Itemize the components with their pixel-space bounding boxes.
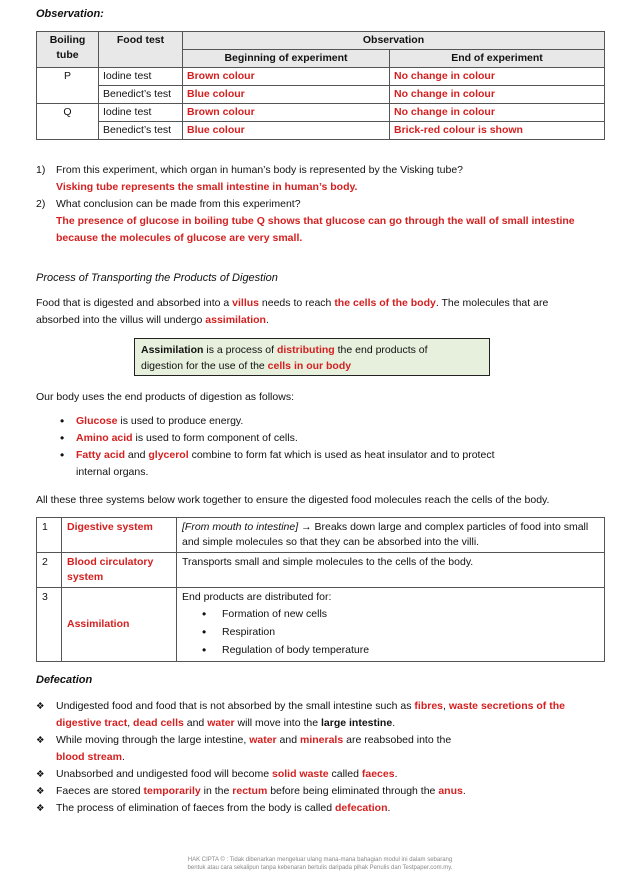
answer-text: because the molecules of glucose are very small. [56, 232, 303, 244]
list-item: • Regulation of body temperature [182, 641, 599, 659]
keyword-assimilation: assimilation [205, 314, 266, 326]
table-row [37, 588, 605, 662]
begin-cell: Blue colour [183, 86, 390, 104]
text: the end products of [334, 344, 428, 356]
assimilation-definition-box [134, 338, 490, 376]
text: in the [200, 785, 233, 797]
keyword: glycerol [148, 449, 189, 461]
footer-line: bentuk atau cara sekalipun tanpa kebenaran bertulis daripada pihak Penulis dan Testpaper.com.my. [187, 865, 453, 871]
text: absorbed into the villus will undergo [36, 314, 206, 326]
transport-heading: Process of Transporting the Products of Digestion [36, 272, 278, 284]
keyword: temporarily [143, 785, 201, 797]
question-1 [36, 162, 596, 196]
keyword: solid waste [271, 768, 329, 780]
begin-cell: Blue colour [183, 122, 390, 140]
keyword: defecation [334, 802, 388, 814]
end-cell: No change in colour [390, 68, 605, 86]
text: . [265, 314, 269, 326]
row-number: 1 [37, 518, 62, 553]
systems-table [36, 517, 605, 662]
text: internal organs. [76, 466, 149, 478]
answer-text: The presence of glucose in boiling tube Q shows that glucose can go through the wall of small intestine [56, 215, 575, 227]
text: . [121, 751, 125, 763]
list-item [56, 413, 526, 430]
begin-cell: Brown colour [183, 68, 390, 86]
end-cell: Brick-red colour is shown [390, 122, 605, 140]
test-cell: Benedict’s test [99, 122, 183, 140]
text: is used to form component of cells. [132, 432, 298, 444]
text: , [127, 717, 134, 729]
text: and [125, 449, 149, 461]
question-2 [36, 196, 596, 247]
header-food-test: Food test [99, 32, 183, 68]
defecation-heading: Defecation [36, 674, 93, 686]
text: . [387, 802, 391, 814]
text: needs to reach [259, 297, 335, 309]
observation-table [36, 31, 605, 140]
keyword: blood stream [56, 751, 122, 763]
keyword: Fatty acid [76, 449, 126, 461]
copyright-footer [150, 856, 490, 872]
text: combine to form fat which is used as heat insulator and to protect [188, 449, 495, 461]
keyword: dead cells [133, 717, 184, 729]
uses-list [56, 413, 526, 481]
keyword-cells: the cells of the body [334, 297, 436, 309]
header-boiling-tube: Boiling tube [37, 32, 99, 68]
keyword: water [249, 734, 277, 746]
text: will move into the [234, 717, 321, 729]
text: End products are distributed for: [182, 591, 332, 603]
text: . [462, 785, 466, 797]
tube-cell: P [37, 68, 99, 104]
table-row [37, 553, 605, 588]
tube-cell: Q [37, 104, 99, 140]
text: Food that is digested and absorbed into a [36, 297, 233, 309]
end-cell: No change in colour [390, 104, 605, 122]
system-name: Assimilation [62, 588, 177, 662]
uses-intro: Our body uses the end products of digestion as follows: [36, 391, 294, 403]
list-item: • Respiration [182, 623, 599, 641]
test-cell: Benedict’s test [99, 86, 183, 104]
keyword: water [207, 717, 235, 729]
list-item: • Formation of new cells [182, 605, 599, 623]
end-cell: No change in colour [390, 86, 605, 104]
text: digestion for the use of the [141, 360, 268, 372]
keyword: minerals [300, 734, 344, 746]
text: The process of elimination of faeces from the body is called [56, 802, 335, 814]
keyword: Amino acid [76, 432, 133, 444]
text: is a process of [203, 344, 277, 356]
defecation-list [36, 698, 596, 817]
table-row [37, 86, 605, 104]
question-number: 2) [36, 198, 46, 210]
text: . [394, 768, 398, 780]
text: before being eliminated through the [267, 785, 439, 797]
question-text: From this experiment, which organ in human’s body is represented by the Visking tube? [56, 164, 463, 176]
question-text: What conclusion can be made from this experiment? [56, 198, 301, 210]
table-row [37, 104, 605, 122]
text: Faeces are stored [56, 785, 144, 797]
keyword: fibres [414, 700, 443, 712]
header-end: End of experiment [390, 50, 605, 68]
table-row [37, 518, 605, 553]
list-item [56, 447, 526, 481]
text: Unabsorbed and undigested food will become [56, 768, 272, 780]
text: Undigested food and food that is not absorbed by the small intestine such as [56, 700, 415, 712]
keyword-distributing: distributing [276, 344, 335, 356]
text: . [392, 717, 396, 729]
table-row [37, 68, 605, 86]
system-description [177, 518, 605, 553]
system-name: Blood circulatory system [62, 553, 177, 588]
keyword-villus: villus [232, 297, 259, 309]
system-description: Transports small and simple molecules to the cells of the body. [177, 553, 605, 588]
text: Breaks down large and complex particles of food into small and simple molecules so that they can be absorbed into the villi. [182, 521, 589, 548]
answer-text: Visking tube represents the small intestine in human’s body. [56, 181, 358, 193]
list-item [36, 783, 596, 800]
system-description [177, 588, 605, 662]
systems-intro: All these three systems below work together to ensure the digested food molecules reach the cells of the body. [36, 494, 550, 506]
keyword-cells: cells in our body [267, 360, 352, 372]
row-number: 3 [37, 588, 62, 662]
list-item [36, 698, 596, 732]
list-item [36, 800, 596, 817]
keyword: faeces [361, 768, 395, 780]
footer-line: HAK CIPTA © : Tidak dibenarkan mengeluar ulang mana-mana bahagian modul ini dalam sebarang [187, 857, 453, 863]
transport-paragraph [36, 295, 596, 329]
text: and [276, 734, 300, 746]
text: is used to produce energy. [117, 415, 244, 427]
keyword: waste secretions of the digestive tract [56, 700, 565, 729]
list-item [36, 732, 596, 766]
list-item [56, 430, 526, 447]
row-number: 2 [37, 553, 62, 588]
term: Assimilation [141, 344, 204, 356]
keyword: large intestine [321, 717, 393, 729]
observation-heading: Observation: [36, 8, 104, 20]
text: are reabsobed into the [343, 734, 452, 746]
keyword: Glucose [76, 415, 118, 427]
begin-cell: Brown colour [183, 104, 390, 122]
table-row [37, 122, 605, 140]
text: and [183, 717, 208, 729]
text: [From mouth to intestine] [182, 521, 299, 533]
header-observation: Observation [183, 32, 605, 50]
text: While moving through the large intestine, [56, 734, 250, 746]
keyword: anus [438, 785, 463, 797]
system-name: Digestive system [62, 518, 177, 553]
list-item [36, 766, 596, 783]
arrow-icon: → [301, 521, 312, 533]
keyword: rectum [232, 785, 268, 797]
distribution-list [182, 605, 599, 659]
text: , [443, 700, 449, 712]
header-beginning: Beginning of experiment [183, 50, 390, 68]
test-cell: Iodine test [99, 104, 183, 122]
test-cell: Iodine test [99, 68, 183, 86]
question-number: 1) [36, 164, 46, 176]
text: . The molecules that are [435, 297, 549, 309]
text: called [328, 768, 362, 780]
